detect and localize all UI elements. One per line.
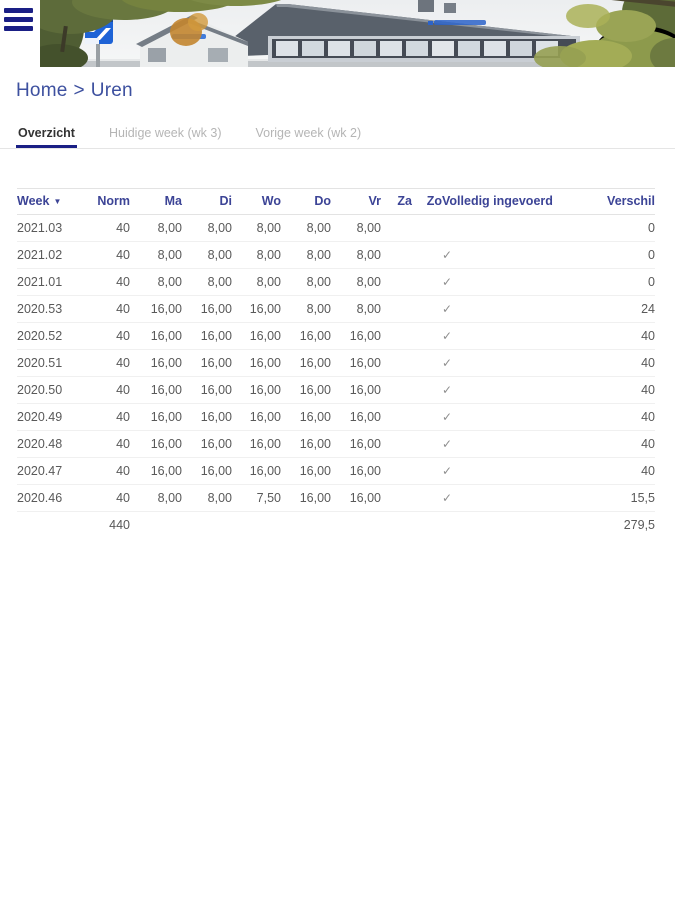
table-body [17, 215, 655, 539]
cell-volledig-ingevoerd [442, 512, 592, 539]
cell-za [381, 404, 412, 431]
cell-verschil: 0 [592, 269, 655, 296]
volledig-check-icon: ✓ [442, 350, 592, 377]
cell-norm: 40 [87, 404, 130, 431]
cell-ma [130, 512, 182, 539]
cell-za [381, 242, 412, 269]
column-header-verschil[interactable]: Verschil [592, 189, 655, 215]
cell-norm: 40 [87, 377, 130, 404]
cell-norm: 40 [87, 485, 130, 512]
cell-do: 16,00 [281, 377, 331, 404]
cell-week: 2020.52 [17, 323, 87, 350]
cell-di: 8,00 [182, 242, 232, 269]
table-row [17, 296, 655, 323]
cell-week: 2020.48 [17, 431, 87, 458]
cell-vr: 16,00 [331, 458, 381, 485]
volledig-check-icon: ✓ [442, 296, 592, 323]
cell-vr: 8,00 [331, 296, 381, 323]
cell-norm: 40 [87, 215, 130, 242]
column-header-ma[interactable]: Ma [130, 189, 182, 215]
cell-week: 2021.02 [17, 242, 87, 269]
cell-norm: 40 [87, 458, 130, 485]
cell-week: 2020.46 [17, 485, 87, 512]
cell-wo: 8,00 [232, 269, 281, 296]
cell-week: 2020.50 [17, 377, 87, 404]
cell-ma: 16,00 [130, 323, 182, 350]
cell-norm: 40 [87, 269, 130, 296]
cell-vr: 16,00 [331, 404, 381, 431]
cell-norm: 40 [87, 350, 130, 377]
cell-za [381, 269, 412, 296]
hours-table-container [17, 188, 655, 538]
volledig-check-icon: ✓ [442, 404, 592, 431]
cell-norm: 440 [109, 518, 130, 532]
cell-di: 8,00 [182, 485, 232, 512]
breadcrumb-separator: > [73, 80, 85, 101]
cell-vr: 8,00 [331, 242, 381, 269]
cell-di: 16,00 [182, 458, 232, 485]
cell-ma: 16,00 [130, 431, 182, 458]
column-header-week[interactable]: Week ▼ [17, 189, 87, 215]
cell-week: 2020.47 [17, 458, 87, 485]
breadcrumb [16, 80, 133, 102]
cell-wo [232, 512, 281, 539]
cell-week: 2021.01 [17, 269, 87, 296]
table-row [17, 242, 655, 269]
cell-do: 16,00 [281, 350, 331, 377]
tab-huidige-week[interactable]: Huidige week (wk 3) [108, 126, 222, 140]
cell-zo [412, 323, 442, 350]
table-row [17, 485, 655, 512]
cell-za [381, 431, 412, 458]
cell-volledig-ingevoerd [442, 215, 592, 242]
cell-wo: 16,00 [232, 323, 281, 350]
cell-do: 8,00 [281, 242, 331, 269]
column-header-zo[interactable]: Zo [412, 189, 442, 215]
top-bar [0, 0, 675, 67]
cell-zo [412, 512, 442, 539]
table-row [17, 215, 655, 242]
cell-do [281, 512, 331, 539]
cell-di: 16,00 [182, 350, 232, 377]
cell-wo: 8,00 [232, 242, 281, 269]
cell-verschil: 40 [592, 431, 655, 458]
breadcrumb-link-home[interactable]: Home [16, 80, 68, 101]
cell-week: 2020.53 [17, 296, 87, 323]
table-row [17, 323, 655, 350]
cell-ma: 8,00 [130, 269, 182, 296]
cell-verschil: 40 [592, 404, 655, 431]
cell-verschil: 40 [592, 323, 655, 350]
breadcrumb-current-page: Uren [90, 80, 133, 101]
cell-ma: 8,00 [130, 242, 182, 269]
cell-wo: 8,00 [232, 215, 281, 242]
table-row [17, 377, 655, 404]
cell-vr: 16,00 [331, 323, 381, 350]
cell-za [381, 350, 412, 377]
cell-week [17, 512, 87, 539]
volledig-check-icon: ✓ [442, 323, 592, 350]
cell-ma: 16,00 [130, 296, 182, 323]
cell-zo [412, 242, 442, 269]
cell-wo: 16,00 [232, 350, 281, 377]
cell-za [381, 296, 412, 323]
volledig-check-icon: ✓ [442, 242, 592, 269]
totals-row [17, 512, 655, 539]
cell-wo: 16,00 [232, 296, 281, 323]
cell-zo [412, 350, 442, 377]
cell-za [381, 323, 412, 350]
volledig-check-icon: ✓ [442, 377, 592, 404]
cell-ma: 16,00 [130, 377, 182, 404]
sort-descending-icon: ▼ [53, 197, 62, 206]
cell-wo: 16,00 [232, 404, 281, 431]
tab-vorige-week[interactable]: Vorige week (wk 2) [255, 126, 362, 140]
cell-zo [412, 485, 442, 512]
hamburger-bar [4, 17, 33, 22]
cell-di: 8,00 [182, 269, 232, 296]
cell-di: 16,00 [182, 404, 232, 431]
cell-zo [412, 377, 442, 404]
cell-do: 8,00 [281, 215, 331, 242]
cell-vr: 8,00 [331, 215, 381, 242]
cell-di: 16,00 [182, 296, 232, 323]
column-header-wo[interactable]: Wo [232, 189, 281, 215]
cell-norm: 40 [87, 431, 130, 458]
cell-za [381, 458, 412, 485]
cell-norm: 40 [87, 242, 130, 269]
cell-zo [412, 431, 442, 458]
cell-norm: 40 [87, 323, 130, 350]
cell-wo: 16,00 [232, 377, 281, 404]
cell-di: 16,00 [182, 323, 232, 350]
cell-do: 16,00 [281, 323, 331, 350]
hamburger-menu-icon[interactable] [4, 8, 33, 31]
column-header-za[interactable]: Za [381, 189, 412, 215]
cell-ma: 16,00 [130, 404, 182, 431]
cell-vr: 16,00 [331, 485, 381, 512]
cell-verschil: 24 [592, 296, 655, 323]
cell-wo: 7,50 [232, 485, 281, 512]
cell-do: 16,00 [281, 485, 331, 512]
hamburger-bar [4, 26, 33, 31]
cell-week: 2021.03 [17, 215, 87, 242]
cell-zo [412, 458, 442, 485]
table-row [17, 350, 655, 377]
cell-vr: 16,00 [331, 431, 381, 458]
cell-ma: 16,00 [130, 458, 182, 485]
cell-vr: 16,00 [331, 350, 381, 377]
column-header-volledig-ingevoerd[interactable]: Volledig ingevoerd [442, 189, 592, 215]
banner-photo [40, 0, 675, 67]
cell-za [381, 377, 412, 404]
cell-ma: 8,00 [130, 485, 182, 512]
table-row [17, 431, 655, 458]
volledig-check-icon: ✓ [442, 431, 592, 458]
cell-zo [412, 296, 442, 323]
cell-do: 16,00 [281, 431, 331, 458]
cell-verschil: 0 [592, 215, 655, 242]
volledig-check-icon: ✓ [442, 485, 592, 512]
column-header-vr[interactable]: Vr [331, 189, 381, 215]
cell-di: 16,00 [182, 431, 232, 458]
hamburger-bar [4, 8, 33, 13]
cell-do: 8,00 [281, 269, 331, 296]
column-header-do[interactable]: Do [281, 189, 331, 215]
cell-vr [331, 512, 381, 539]
cell-vr: 8,00 [331, 269, 381, 296]
cell-wo: 16,00 [232, 431, 281, 458]
cell-wo: 16,00 [232, 458, 281, 485]
column-header-di[interactable]: Di [182, 189, 232, 215]
cell-verschil: 40 [592, 458, 655, 485]
table-row [17, 458, 655, 485]
table-row [17, 404, 655, 431]
cell-verschil: 15,5 [592, 485, 655, 512]
cell-di [182, 512, 232, 539]
cell-do: 16,00 [281, 404, 331, 431]
cell-verschil: 279,5 [623, 518, 655, 532]
tab-bar [0, 120, 675, 149]
cell-zo [412, 404, 442, 431]
table-header-row [17, 189, 655, 215]
cell-za [381, 215, 412, 242]
cell-za [381, 512, 412, 539]
volledig-check-icon: ✓ [442, 458, 592, 485]
cell-di: 16,00 [182, 377, 232, 404]
cell-ma: 8,00 [130, 215, 182, 242]
cell-week: 2020.49 [17, 404, 87, 431]
column-header-norm[interactable]: Norm [87, 189, 130, 215]
table-row [17, 269, 655, 296]
cell-verschil: 0 [592, 242, 655, 269]
cell-week: 2020.51 [17, 350, 87, 377]
cell-di: 8,00 [182, 215, 232, 242]
cell-verschil: 40 [592, 377, 655, 404]
cell-vr: 16,00 [331, 377, 381, 404]
cell-za [381, 485, 412, 512]
cell-zo [412, 269, 442, 296]
cell-norm: 40 [87, 296, 130, 323]
hours-table [17, 188, 655, 538]
cell-ma: 16,00 [130, 350, 182, 377]
cell-verschil: 40 [592, 350, 655, 377]
tab-overzicht[interactable]: Overzicht [16, 120, 77, 148]
volledig-check-icon: ✓ [442, 269, 592, 296]
cell-do: 16,00 [281, 458, 331, 485]
cell-zo [412, 215, 442, 242]
cell-do: 8,00 [281, 296, 331, 323]
